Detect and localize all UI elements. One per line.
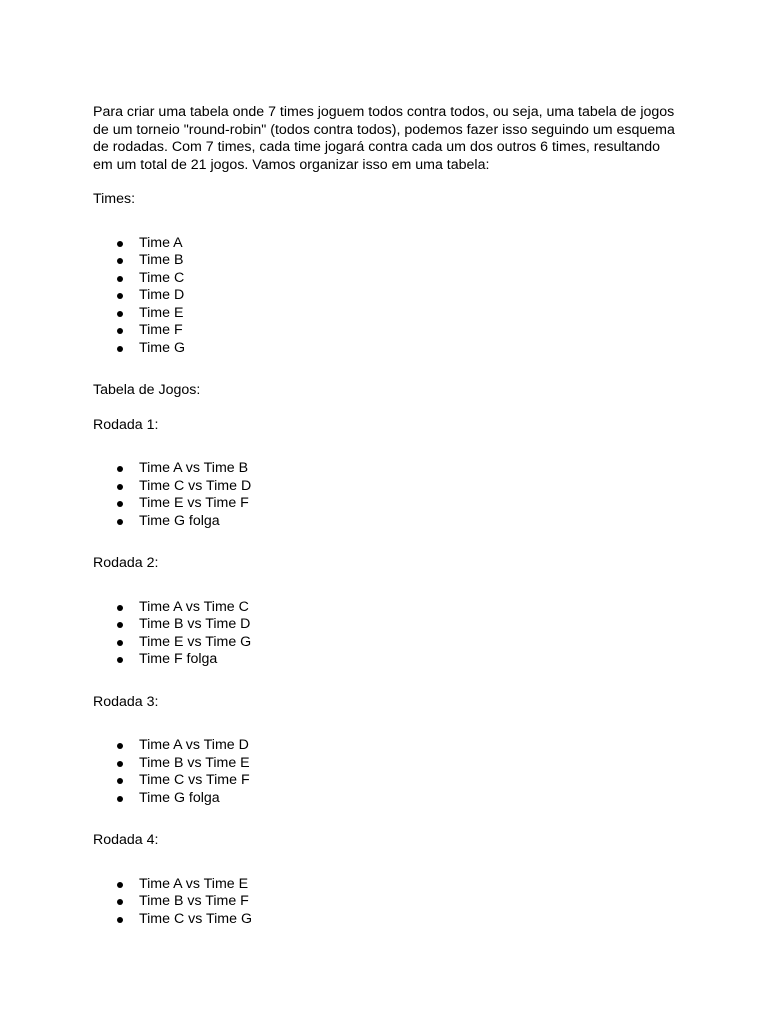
round-title: Rodada 1: xyxy=(93,416,159,433)
list-item: Time G xyxy=(93,340,683,358)
list-item: Time C vs Time D xyxy=(93,478,683,496)
list-item: Time A xyxy=(93,235,683,253)
list-item: Time G folga xyxy=(93,790,683,808)
round-title: Rodada 4: xyxy=(93,832,159,848)
list-item: Time A vs Time B xyxy=(93,460,683,478)
list-item: Time C vs Time G xyxy=(93,911,683,929)
round-games-list xyxy=(93,876,683,929)
list-item: Time E vs Time G xyxy=(93,634,683,652)
round-title: Rodada 3: xyxy=(93,693,159,710)
list-item: Time G folga xyxy=(93,513,683,531)
list-item: Time C xyxy=(93,270,683,288)
list-item: Time B vs Time E xyxy=(93,755,683,773)
round-games-list xyxy=(93,460,683,530)
list-item: Time F folga xyxy=(93,651,683,669)
list-item: Time A vs Time C xyxy=(93,599,683,617)
list-item: Time E xyxy=(93,305,683,323)
teams-heading: Times: xyxy=(93,191,136,207)
round-games-list xyxy=(93,599,683,669)
list-item: Time B vs Time F xyxy=(93,893,683,911)
round-title: Rodada 2: xyxy=(93,555,159,571)
list-item: Time A vs Time D xyxy=(93,737,683,755)
list-item: Time A vs Time E xyxy=(93,876,683,894)
teams-list xyxy=(93,235,683,358)
list-item: Time D xyxy=(93,287,683,305)
document-page xyxy=(93,104,683,928)
list-item: Time F xyxy=(93,322,683,340)
round-games-list xyxy=(93,737,683,807)
schedule-heading: Tabela de Jogos: xyxy=(93,382,201,398)
list-item: Time E vs Time F xyxy=(93,495,683,513)
list-item: Time B vs Time D xyxy=(93,616,683,634)
list-item: Time C vs Time F xyxy=(93,772,683,790)
intro-paragraph: Para criar uma tabela onde 7 times joguem todos contra todos, ou seja, uma tabela de jogos de um torneio "round-robin" (todos contra todos), podemos fazer isso seguindo um esquema de rodadas. Com 7 times, cada time jogará contra cada um dos outros 6 times, resultando em um total de 21 jogos. Vamos organizar isso em uma tabela: xyxy=(93,104,675,173)
list-item: Time B xyxy=(93,252,683,270)
